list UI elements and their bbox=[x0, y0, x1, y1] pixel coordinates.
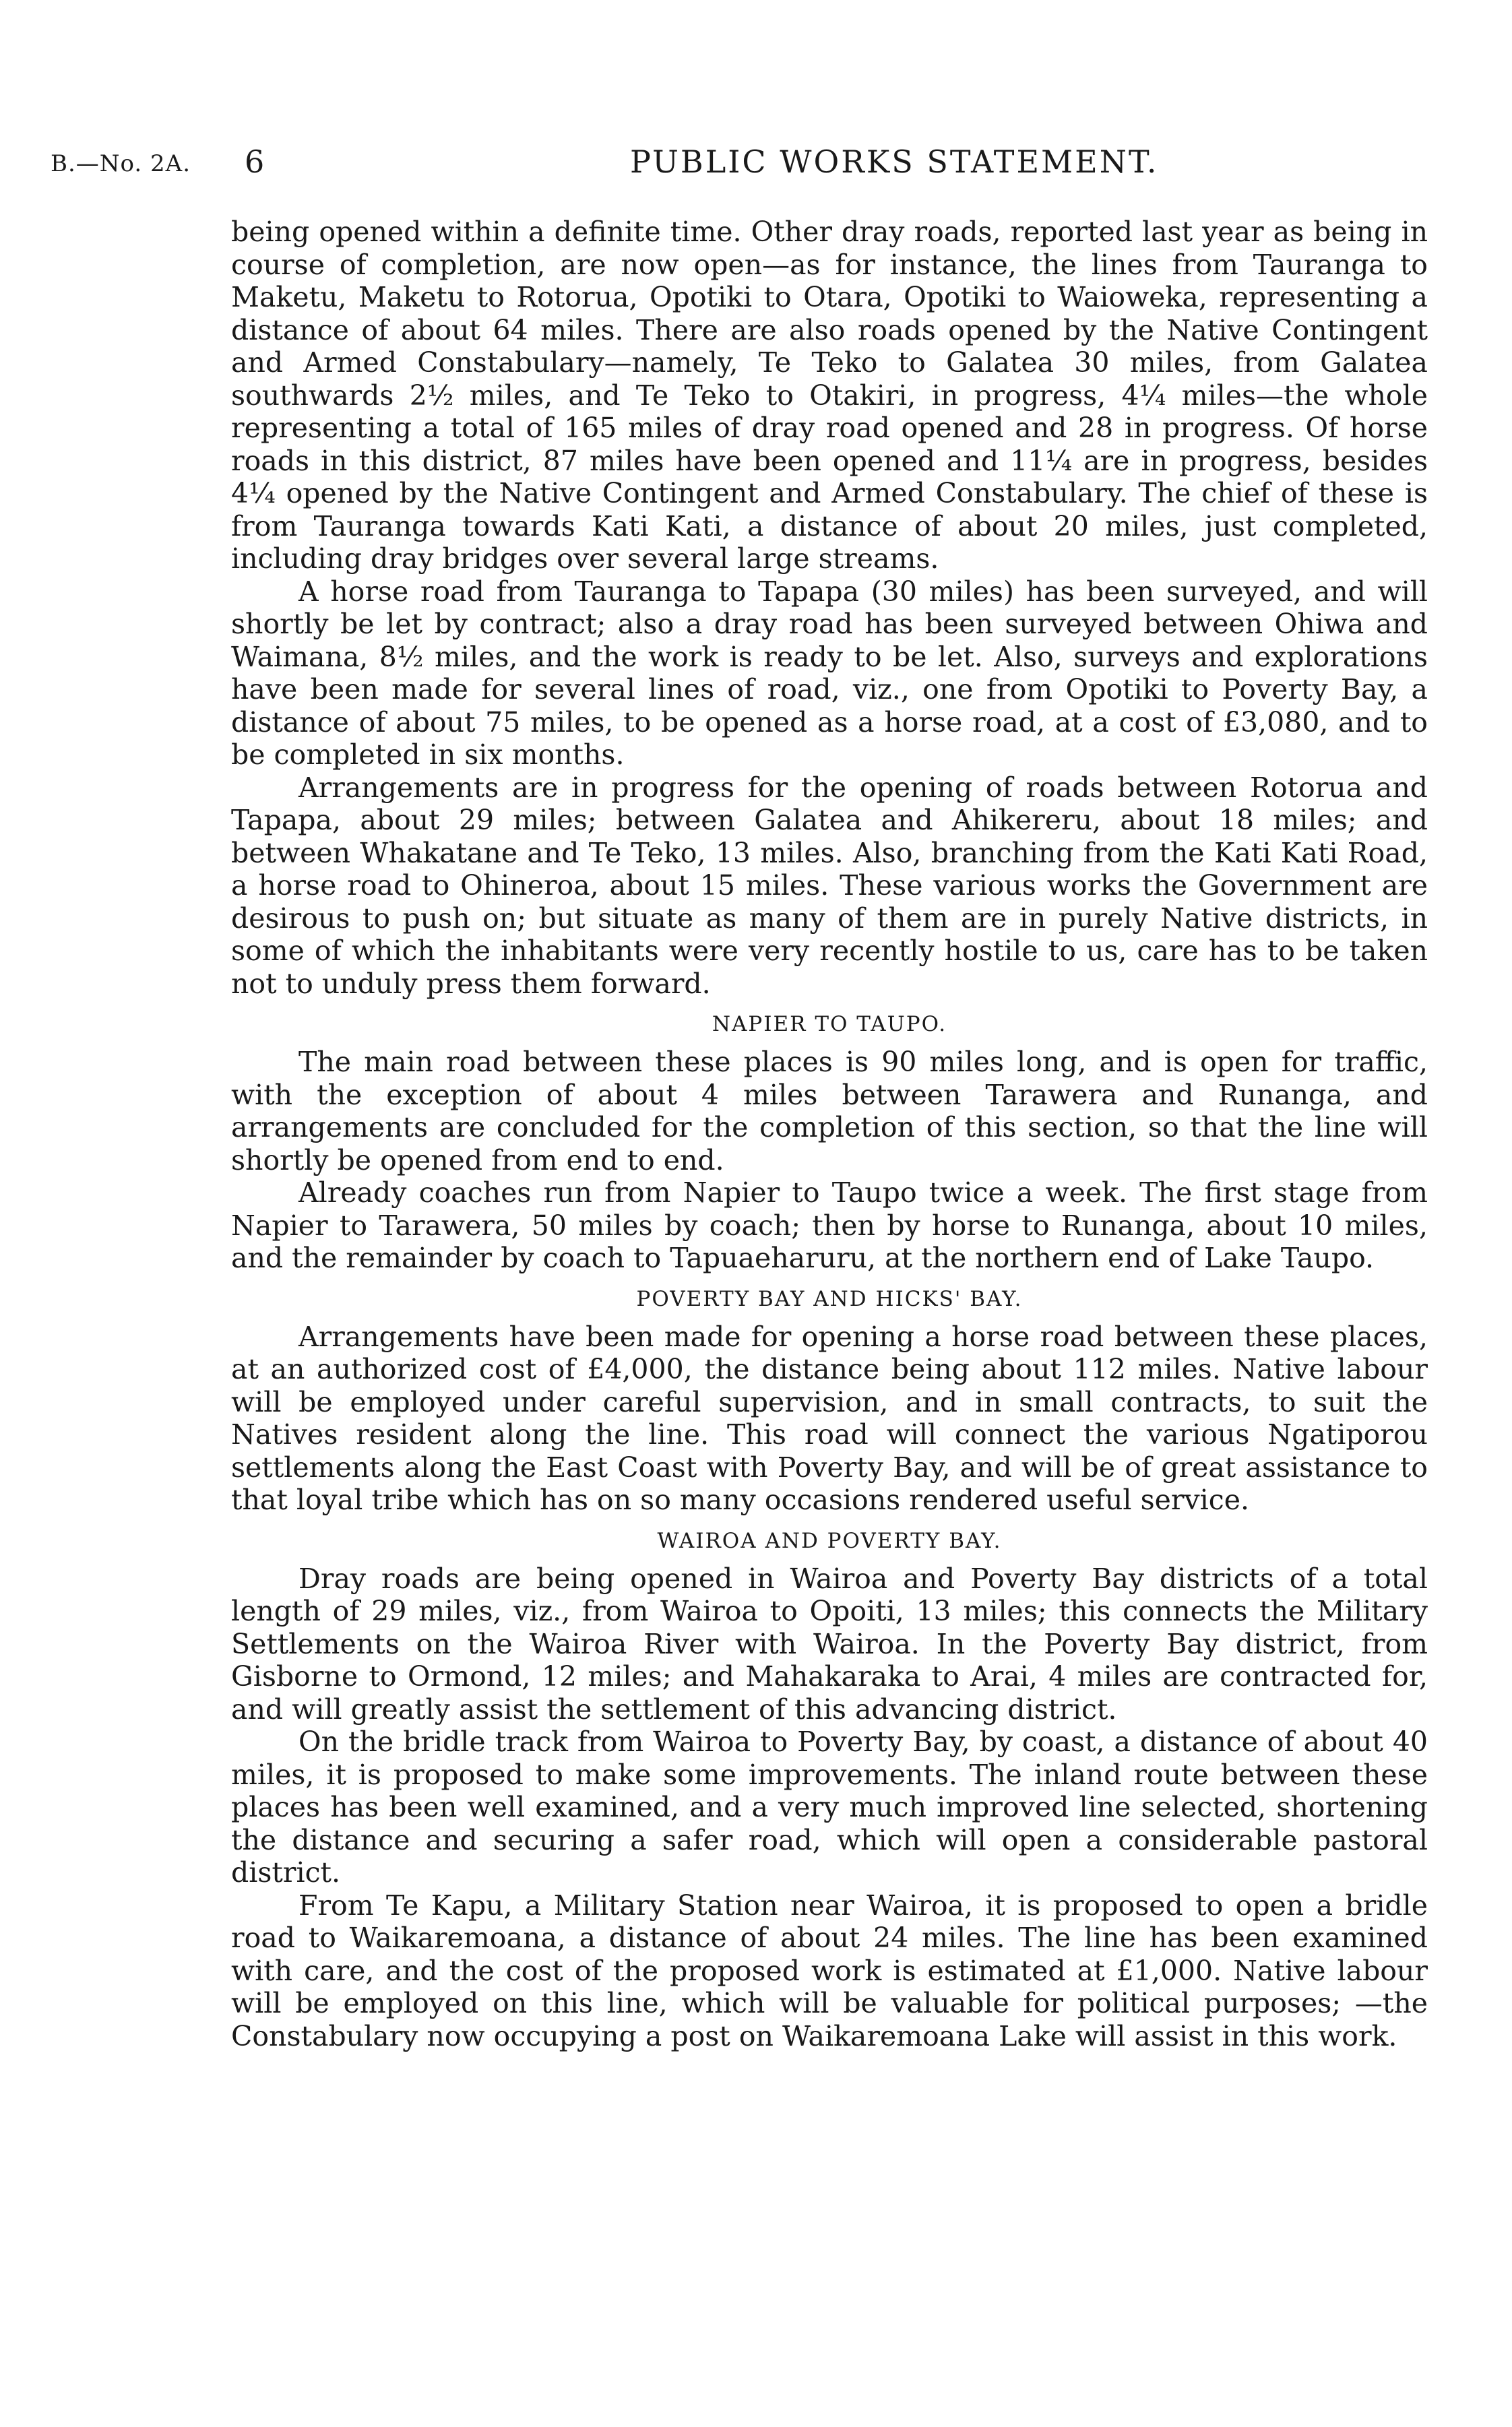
paragraph-continued: being opened within a definite time. Other dray roads, reported last year as being in course of completion, are now open—as for instance, the lines from Tauranga to Maketu, Maketu to Rotorua, Opotiki to Otara, Opotiki to Waioweka, representing a distance of about 64 miles. There are also roads opened by the Native Contingent and Armed Constabulary—namely, Te Teko to Galatea 30 miles, from Galatea southwards 2½ miles, and Te Teko to Otakiri, in progress, 4¼ miles—the whole representing a total of 165 miles of dray road opened and 28 in progress. Of horse roads in this district, 87 miles have been opened and 11¼ are in progress, besides 4¼ opened by the Native Contingent and Armed Constabulary. The chief of these is from Tauranga towards Kati Kati, a distance of about 20 miles, just completed, including dray bridges over several large streams. bbox=[231, 216, 1428, 575]
body-text bbox=[231, 216, 1428, 2052]
paragraph: The main road between these places is 90 miles long, and is open for traffic, with the exception of about 4 miles between Tarawera and Runanga, and arrangements are concluded for the completion of this section, so that the line will shortly be opened from end to end. bbox=[231, 1046, 1428, 1176]
paragraph: On the bridle track from Wairoa to Poverty Bay, by coast, a distance of about 40 miles, it is proposed to make some improvements. The inland route between these places has been well examined, and a very much improved line selected, shortening the distance and securing a safer road, which will open a considerable pastoral district. bbox=[231, 1726, 1428, 1889]
series-label: B.—No. 2A. bbox=[51, 150, 191, 177]
running-header bbox=[51, 144, 1425, 184]
page-number: 6 bbox=[245, 144, 265, 180]
section-heading-napier-to-taupo: NAPIER TO TAUPO. bbox=[712, 1012, 947, 1036]
paragraph: From Te Kapu, a Military Station near Wairoa, it is proposed to open a bridle road to Waikaremoana, a distance of about 24 miles. The line has been examined with care, and the cost of the proposed work is estimated at £1,000. Native labour will be employed on this line, which will be valuable for political purposes; —the Constabulary now occupying a post on Waikaremoana Lake will assist in this work. bbox=[231, 1889, 1428, 2052]
paragraph: Dray roads are being opened in Wairoa and Poverty Bay districts of a total length of 29 miles, viz., from Wairoa to Opoiti, 13 miles; this connects the Military Settlements on the Wairoa River with Wairoa. In the Poverty Bay district, from Gisborne to Ormond, 12 miles; and Mahakaraka to Arai, 4 miles are contracted for, and will greatly assist the settlement of this advancing district. bbox=[231, 1562, 1428, 1726]
paragraph: A horse road from Tauranga to Tapapa (30 miles) has been surveyed, and will shortly be let by contract; also a dray road has been surveyed between Ohiwa and Waimana, 8½ miles, and the work is ready to be let. Also, surveys and explorations have been made for several lines of road, viz., one from Opotiki to Poverty Bay, a distance of about 75 miles, to be opened as a horse road, at a cost of £3,080, and to be completed in six months. bbox=[231, 575, 1428, 771]
section-heading-poverty-bay-and-hicks-bay: POVERTY BAY AND HICKS' BAY. bbox=[636, 1286, 1023, 1311]
section-heading-wairoa-and-poverty-bay: WAIROA AND POVERTY BAY. bbox=[657, 1528, 1002, 1553]
paragraph: Already coaches run from Napier to Taupo twice a week. The first stage from Napier to Tarawera, 50 miles by coach; then by horse to Runanga, about 10 miles, and the remainder by coach to Tapuaeharuru, at the northern end of Lake Taupo. bbox=[231, 1176, 1428, 1274]
paragraph: Arrangements have been made for opening a horse road between these places, at an authorized cost of £4,000, the distance being about 112 miles. Native labour will be employed under careful supervision, and in small contracts, to suit the Natives resident along the line. This road will connect the various Ngatiporou settlements along the East Coast with Poverty Bay, and will be of great assistance to that loyal tribe which has on so many occasions rendered useful service. bbox=[231, 1320, 1428, 1516]
running-title: PUBLIC WORKS STATEMENT. bbox=[630, 144, 1159, 180]
paragraph: Arrangements are in progress for the opening of roads between Rotorua and Tapapa, about 29 miles; between Galatea and Ahikereru, about 18 miles; and between Whakatane and Te Teko, 13 miles. Also, branching from the Kati Kati Road, a horse road to Ohineroa, about 15 miles. These various works the Government are desirous to push on; but situate as many of them are in purely Native districts, in some of which the inhabitants were very recently hostile to us, care has to be taken not to unduly press them forward. bbox=[231, 771, 1428, 1000]
